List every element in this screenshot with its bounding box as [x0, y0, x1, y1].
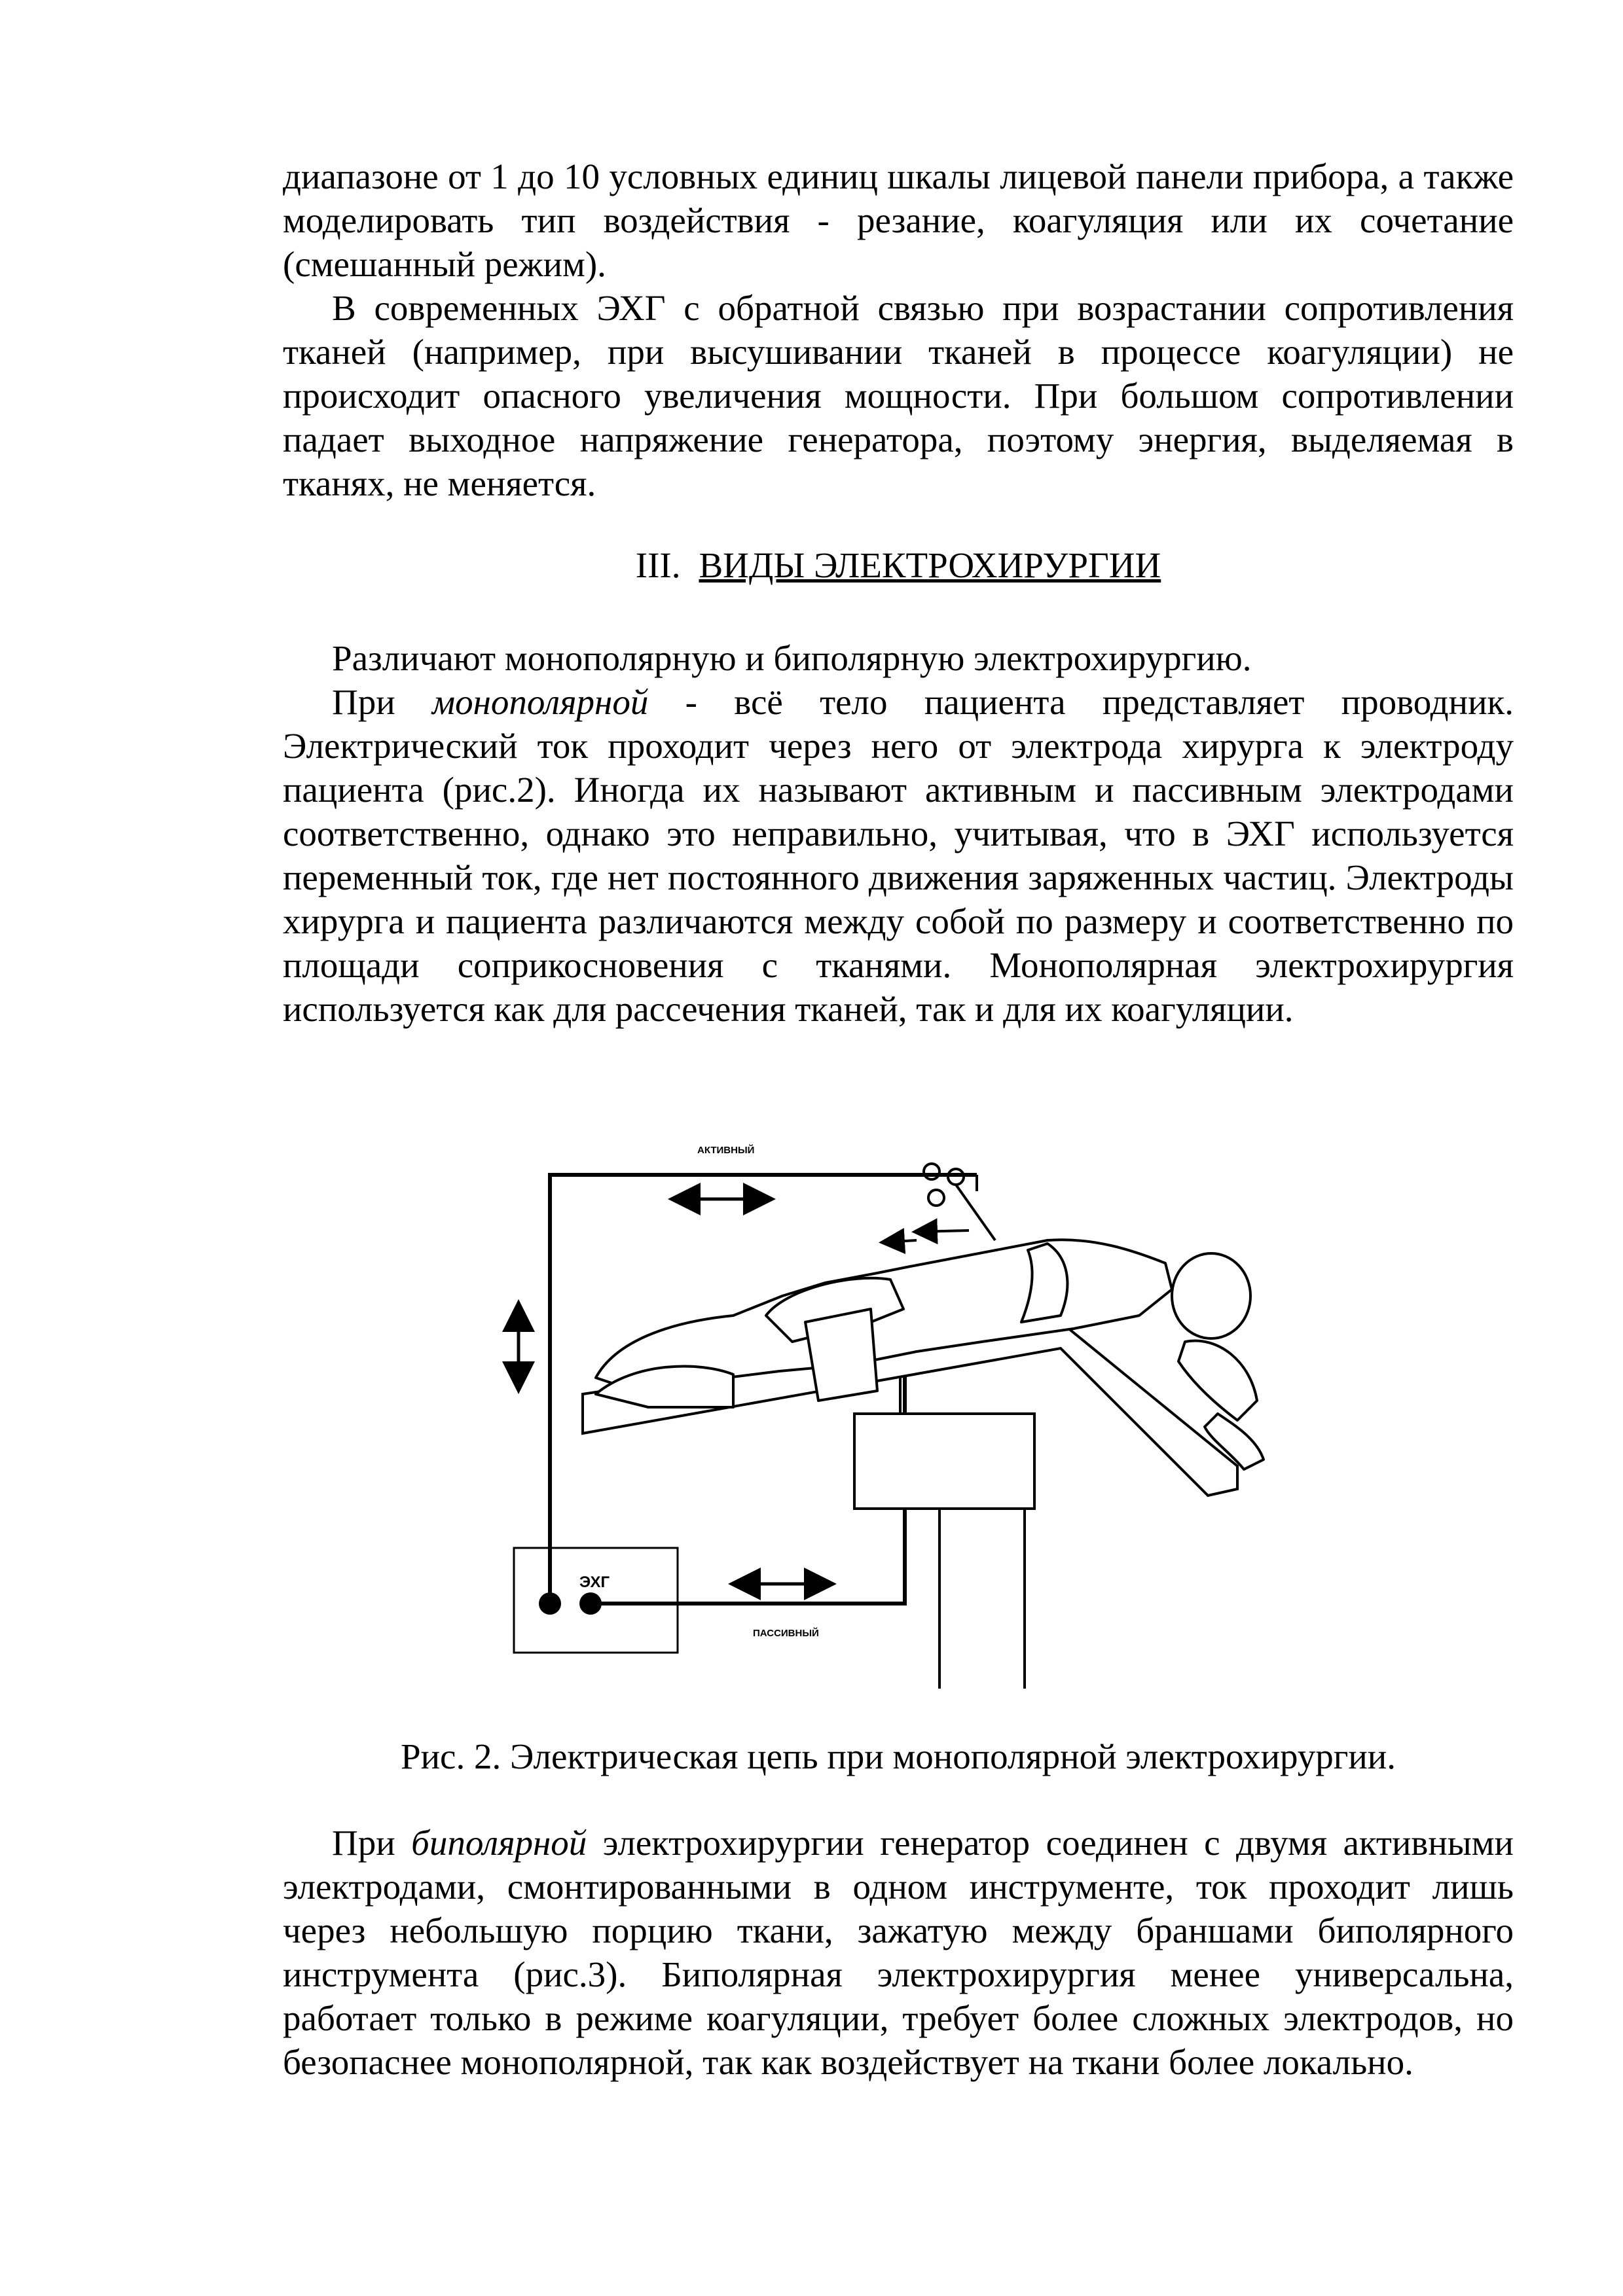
paragraph-monopolar	[283, 680, 1514, 1031]
circuit-diagram	[484, 1126, 1336, 1715]
bip-start: При	[332, 1823, 412, 1863]
figure-monopolar-circuit	[484, 1126, 1336, 1715]
mono-start: При	[332, 682, 432, 722]
term-monopolar: монополярной	[431, 682, 649, 722]
paragraph-intro: Различают монополярную и биполярную электрохирургию.	[332, 638, 1252, 678]
table-pedestal	[854, 1414, 1034, 1509]
paragraph-continuation: диапазоне от 1 до 10 условных единиц шкалы лицевой панели прибора, а также моделировать тип воздействия - резание, коагуляция или их сочетание (смешанный режим).	[283, 156, 1514, 284]
bip-rest: электрохирургии генератор соединен с двумя активными электродами, смонтированными в одном инструменте, ток проходит лишь через небольшую порцию ткани, зажатую между браншами биполярного инструмента (рис.3). Биполярная электрохирургия менее универсальна, работает только в режиме коагуляции, требует более сложных электродов, но безопаснее монополярной, так как воздействует на ткани более локально.	[283, 1823, 1514, 2082]
label-active: АКТИВНЫЙ	[697, 1145, 755, 1156]
top-paragraphs	[283, 154, 1514, 505]
mono-rest: - всё тело пациента представляет проводник. Электрический ток проходит через него от электрода хирурга к электроду пациента (рис.2). Иногда их называют активным и пассивным электродами соответственно, однако это неправильно, учитывая, что в ЭХГ используется переменный ток, где нет постоянного движения заряженных частиц. Электроды хирурга и пациента различаются между собой по размеру и соответственно по площади соприкосновения с тканями. Монополярная электрохирургия используется как для рассечения тканей, так и для их коагуляции.	[283, 682, 1514, 1029]
section-number: III.	[635, 545, 681, 585]
terminal-active	[539, 1592, 561, 1615]
paragraph-bipolar	[283, 1821, 1514, 2084]
paragraph-feedback: В современных ЭХГ с обратной связью при возрастании сопротивления тканей (например, при высушивании тканей в процессе коагуляции) не происходит опасного увеличения мощности. При большом сопротивлении падает выходное напряжение генератора, поэтому энергия, выделяемая в тканях, не меняется.	[283, 288, 1514, 503]
terminal-passive	[579, 1592, 602, 1615]
bipolar-section	[283, 1821, 1514, 2084]
term-bipolar: биполярной	[411, 1823, 587, 1863]
section-heading	[283, 543, 1514, 587]
figure-caption: Рис. 2. Электрическая цепь при монополярной электрохирургии.	[401, 1736, 1396, 1776]
section-title: ВИДЫ ЭЛЕКТРОХИРУРГИИ	[699, 545, 1161, 585]
section-body	[283, 636, 1514, 1031]
label-generator: ЭХГ	[579, 1573, 610, 1591]
label-passive: ПАССИВНЫЙ	[753, 1628, 819, 1639]
